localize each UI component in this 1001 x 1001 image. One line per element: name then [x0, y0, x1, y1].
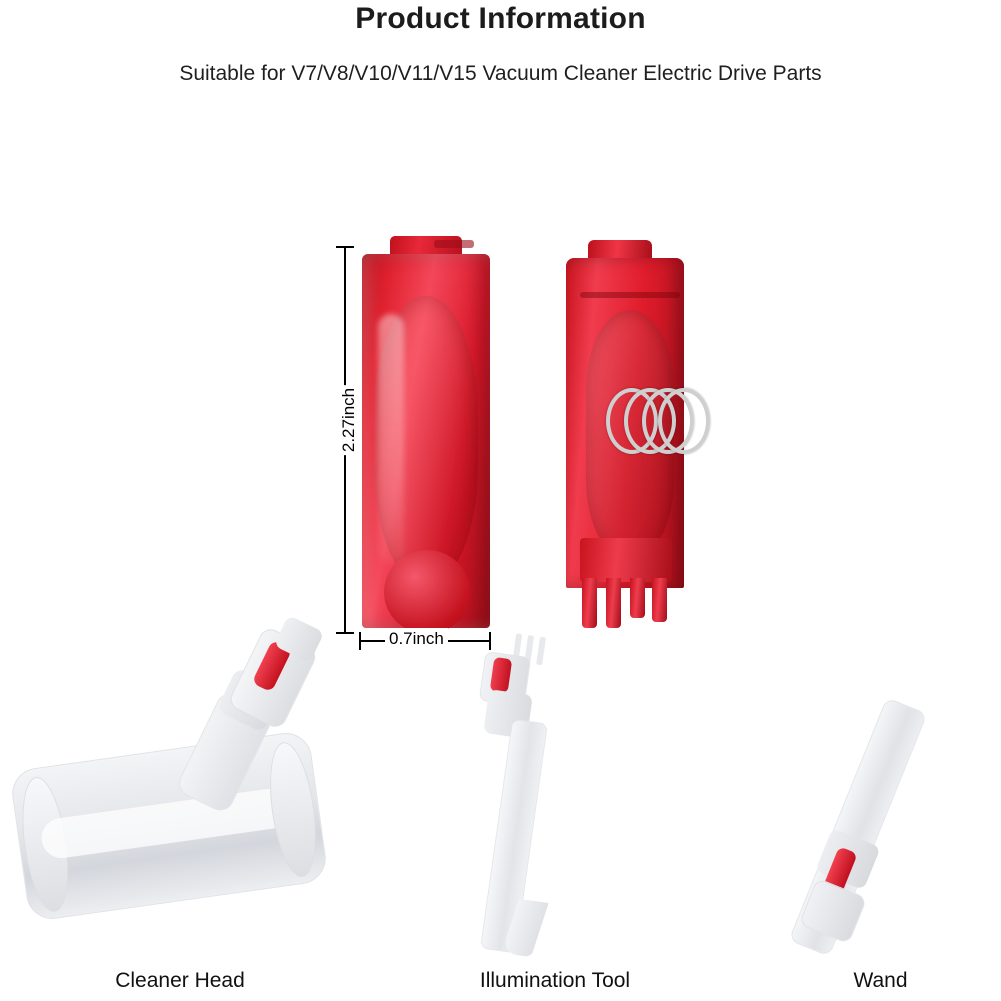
illumination-prong — [536, 637, 546, 666]
roller-end-cap-right — [263, 739, 324, 880]
accessory-illumination-tool — [400, 600, 710, 1001]
spring-coil — [658, 388, 710, 454]
red-drive-part-back — [560, 238, 688, 628]
accessory-row — [0, 600, 1001, 1001]
cleaner-head-caption: Cleaner Head — [115, 969, 245, 992]
height-dimension-label: 2.27inch — [337, 385, 361, 455]
fork-stem — [580, 538, 672, 582]
front-part-tab-notch — [434, 240, 474, 248]
red-drive-part-front — [362, 236, 490, 628]
accessory-wand — [760, 600, 1001, 1001]
back-part-ridge — [580, 292, 680, 298]
page-title: Product Information — [355, 2, 646, 35]
accessory-cleaner-head — [0, 600, 360, 1001]
roller-slot — [39, 786, 292, 860]
front-part-highlight — [378, 314, 404, 564]
cleaner-head-roller-housing — [9, 730, 329, 923]
front-part-body — [362, 254, 490, 628]
metal-spring — [606, 388, 702, 454]
height-dimension — [330, 240, 360, 640]
page-subtitle: Suitable for V7/V8/V10/V11/V15 Vacuum Cleaner Electric Drive Parts — [179, 62, 822, 85]
hero-product-photo — [0, 110, 1001, 648]
width-dimension-label: 0.7inch — [385, 628, 448, 650]
illumination-tool-caption: Illumination Tool — [479, 969, 631, 992]
wand-caption: Wand — [853, 969, 908, 992]
